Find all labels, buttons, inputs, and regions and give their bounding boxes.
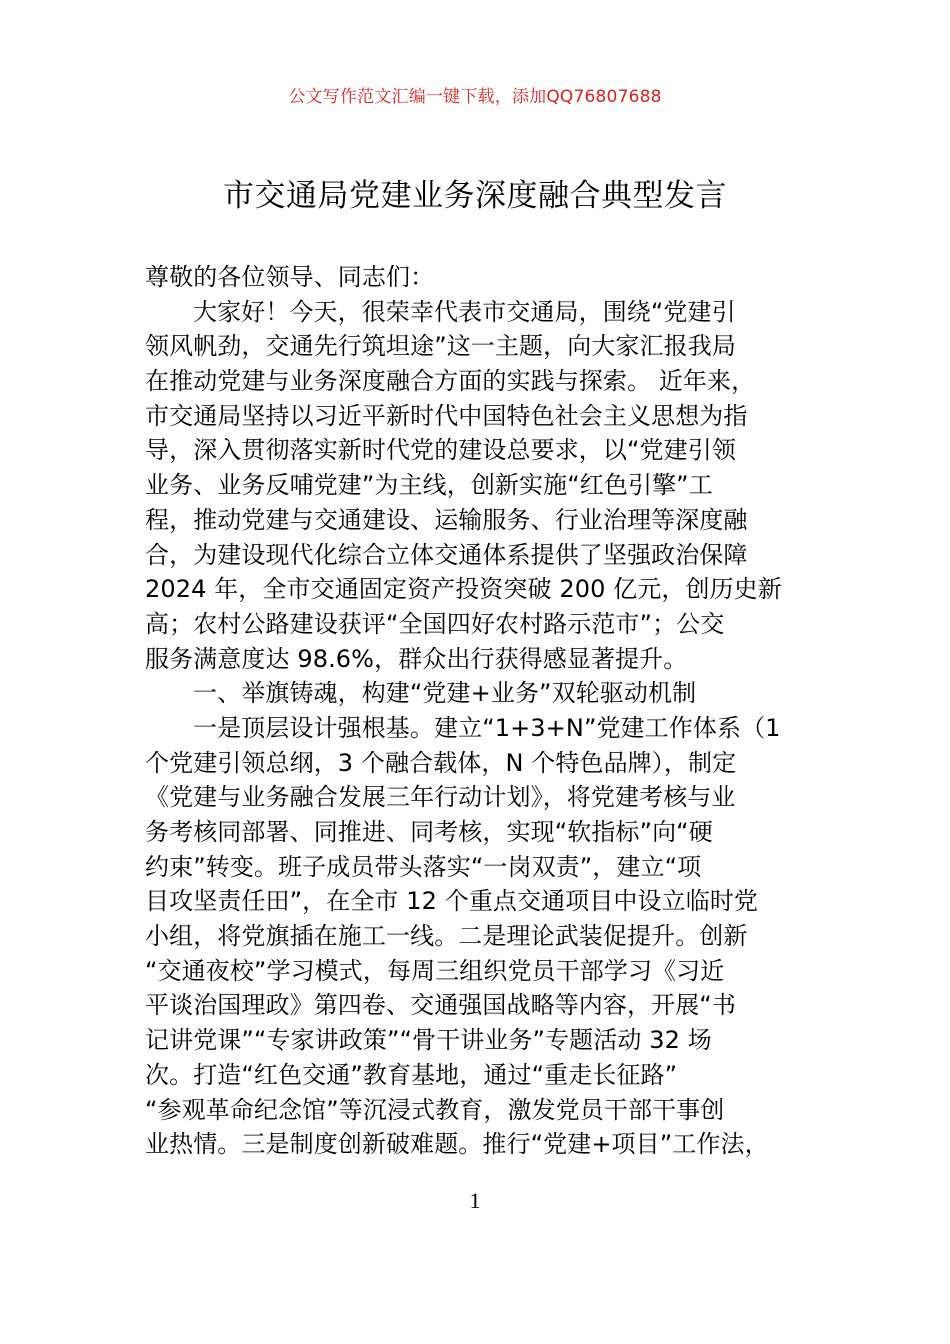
paragraph-line: 平谈治国理政》第四卷、交通强国战略等内容，开展“书: [145, 991, 736, 1020]
paragraph-line: 高；农村公路建设获评“全国四好农村路示范市”；公交: [145, 609, 725, 638]
document-title: 市交通局党建业务深度融合典型发言: [223, 178, 727, 214]
paragraph-line: 务考核同部署、同推进、同考核，实现“软指标”向“硬: [145, 818, 713, 846]
paragraph-line: 记讲党课”“专家讲政策”“骨干讲业务”专题活动 32 场: [145, 1026, 712, 1055]
header-watermark-note: 公文写作范文汇编一键下载，添加QQ76807688: [288, 87, 662, 107]
paragraph-line: 大家好！今天，很荣幸代表市交通局，围绕“党建引: [193, 297, 736, 326]
section-heading: 一、举旗铸魂，构建“党建+业务”双轮驱动机制: [193, 679, 697, 708]
paragraph-line: “参观革命纪念馆”等沉浸式教育，激发党员干部干事创: [145, 1095, 725, 1124]
paragraph-line: 程，推动党建与交通建设、运输服务、行业治理等深度融: [145, 505, 748, 534]
paragraph-line: 次。打造“红色交通”教育基地，通过“重走长征路”: [145, 1060, 678, 1089]
document-body: [145, 260, 809, 1162]
paragraph-line: 合，为建设现代化综合立体交通体系提供了坚强政治保障: [145, 540, 748, 569]
paragraph-line: 导，深入贯彻落实新时代党的建设总要求，以“党建引领: [145, 436, 736, 465]
paragraph-line: 个党建引领总纲，3 个融合载体，N 个特色品牌），制定: [145, 748, 737, 777]
paragraph-line: 小组，将党旗插在施工一线。二是理论武装促提升。创新: [145, 922, 748, 951]
paragraph-line: 服务满意度达 98.6%，群众出行获得感显著提升。: [145, 644, 688, 673]
paragraph-line: “交通夜校”学习模式，每周三组织党员干部学习《习近: [145, 956, 725, 985]
paragraph-line: 领风帆劲，交通先行筑坦途”这一主题，向大家汇报我局: [145, 332, 736, 361]
paragraph-line: 2024 年，全市交通固定资产投资突破 200 亿元，创历史新: [145, 575, 782, 604]
salutation-line: 尊敬的各位领导、同志们：: [145, 263, 435, 291]
page-number: 1: [469, 1188, 481, 1213]
paragraph-line: 一是顶层设计强根基。建立“1+3+N”党建工作体系（1: [193, 713, 781, 742]
paragraph-line: 市交通局坚持以习近平新时代中国特色社会主义思想为指: [145, 401, 748, 430]
paragraph-line: 约束”转变。班子成员带头落实“一岗双责”，建立“项: [145, 852, 702, 881]
paragraph-line: 在推动党建与业务深度融合方面的实践与探索。 近年来，: [145, 367, 756, 396]
paragraph-line: 业务、业务反哺党建”为主线，创新实施“红色引擎”工: [145, 471, 713, 500]
paragraph-line: 业热情。三是制度创新破难题。推行“党建+项目”工作法，: [145, 1130, 769, 1159]
paragraph-line: 目攻坚责任田”，在全市 12 个重点交通项目中设立临时党: [145, 887, 759, 916]
paragraph-line: 《党建与业务融合发展三年行动计划》，将党建考核与业: [145, 783, 736, 812]
